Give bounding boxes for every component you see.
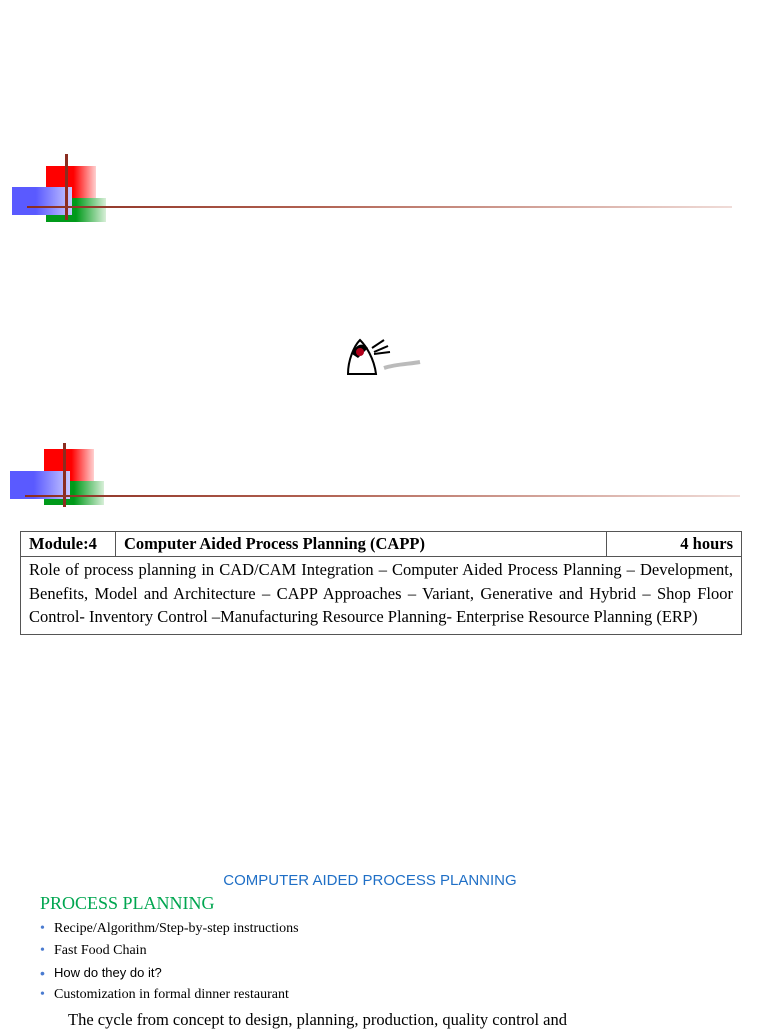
- module-description-row: [21, 557, 742, 635]
- list-item: • Recipe/Algorithm/Step-by-step instructions: [40, 918, 299, 940]
- slide-decoration-icon: [12, 154, 732, 224]
- page-title: COMPUTER AIDED PROCESS PLANNING: [223, 872, 517, 889]
- module-description: Role of process planning in CAD/CAM Integration – Computer Aided Process Planning – Development, Benefits, Model and Architecture – CAPP Approaches – Variant, Generative and Hybrid – Shop Floor Control- Inventory Control –Manufacturing Resource Planning- Enterprise Resource Planning (ERP): [21, 557, 742, 635]
- list-item: • How do they do it?: [40, 962, 299, 984]
- list-item: • Customization in formal dinner restaurant: [40, 984, 299, 1006]
- section-heading: PROCESS PLANNING: [40, 893, 215, 913]
- module-table: [20, 531, 742, 635]
- body-paragraph: The cycle from concept to design, planning, production, quality control and: [68, 1010, 567, 1029]
- module-header-row: [21, 532, 742, 557]
- module-title: Computer Aided Process Planning (CAPP): [116, 532, 607, 557]
- list-item: • Fast Food Chain: [40, 940, 299, 962]
- module-number: Module:4: [21, 532, 116, 557]
- slide-decoration-icon: [10, 443, 740, 509]
- bullet-list: [40, 918, 299, 1006]
- mascot-icon: [344, 334, 424, 380]
- module-hours: 4 hours: [607, 532, 742, 557]
